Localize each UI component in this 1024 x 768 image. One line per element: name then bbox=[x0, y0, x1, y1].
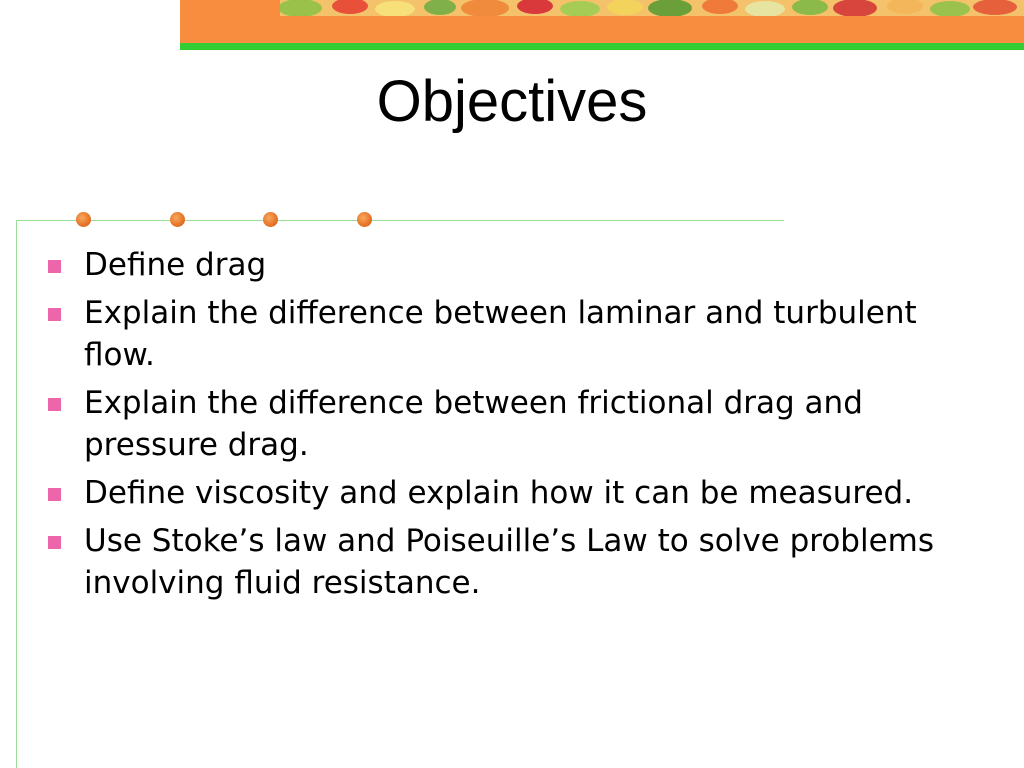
list-item bbox=[48, 244, 988, 286]
list-item bbox=[48, 472, 988, 514]
divider-dot bbox=[263, 212, 278, 227]
divider-dot bbox=[170, 212, 185, 227]
fruit-pattern-image bbox=[280, 0, 1024, 16]
list-item bbox=[48, 382, 988, 466]
list-item bbox=[48, 520, 988, 604]
bullet-square-icon bbox=[48, 260, 61, 273]
divider-line-horizontal bbox=[16, 220, 784, 221]
bullet-square-icon bbox=[48, 308, 61, 321]
slide-title: Objectives bbox=[376, 69, 648, 134]
bullet-square-icon bbox=[48, 398, 61, 411]
list-item bbox=[48, 292, 988, 376]
list-item-text: Use Stoke’s law and Poiseuille’s Law to solve problems involving fluid resistance. bbox=[84, 523, 935, 601]
list-item-text: Define drag bbox=[84, 247, 267, 283]
objectives-list bbox=[48, 244, 988, 610]
bullet-square-icon bbox=[48, 536, 61, 549]
bullet-square-icon bbox=[48, 488, 61, 501]
list-item-text: Explain the difference between laminar and turbulent flow. bbox=[84, 295, 917, 373]
list-item-text: Define viscosity and explain how it can be measured. bbox=[84, 475, 914, 511]
header-banner-green-stripe bbox=[180, 43, 1024, 50]
divider-line-vertical bbox=[16, 220, 17, 768]
divider-dot bbox=[76, 212, 91, 227]
header-banner-fruit-image bbox=[280, 0, 1024, 16]
divider-dot bbox=[357, 212, 372, 227]
list-item-text: Explain the difference between frictional drag and pressure drag. bbox=[84, 385, 863, 463]
